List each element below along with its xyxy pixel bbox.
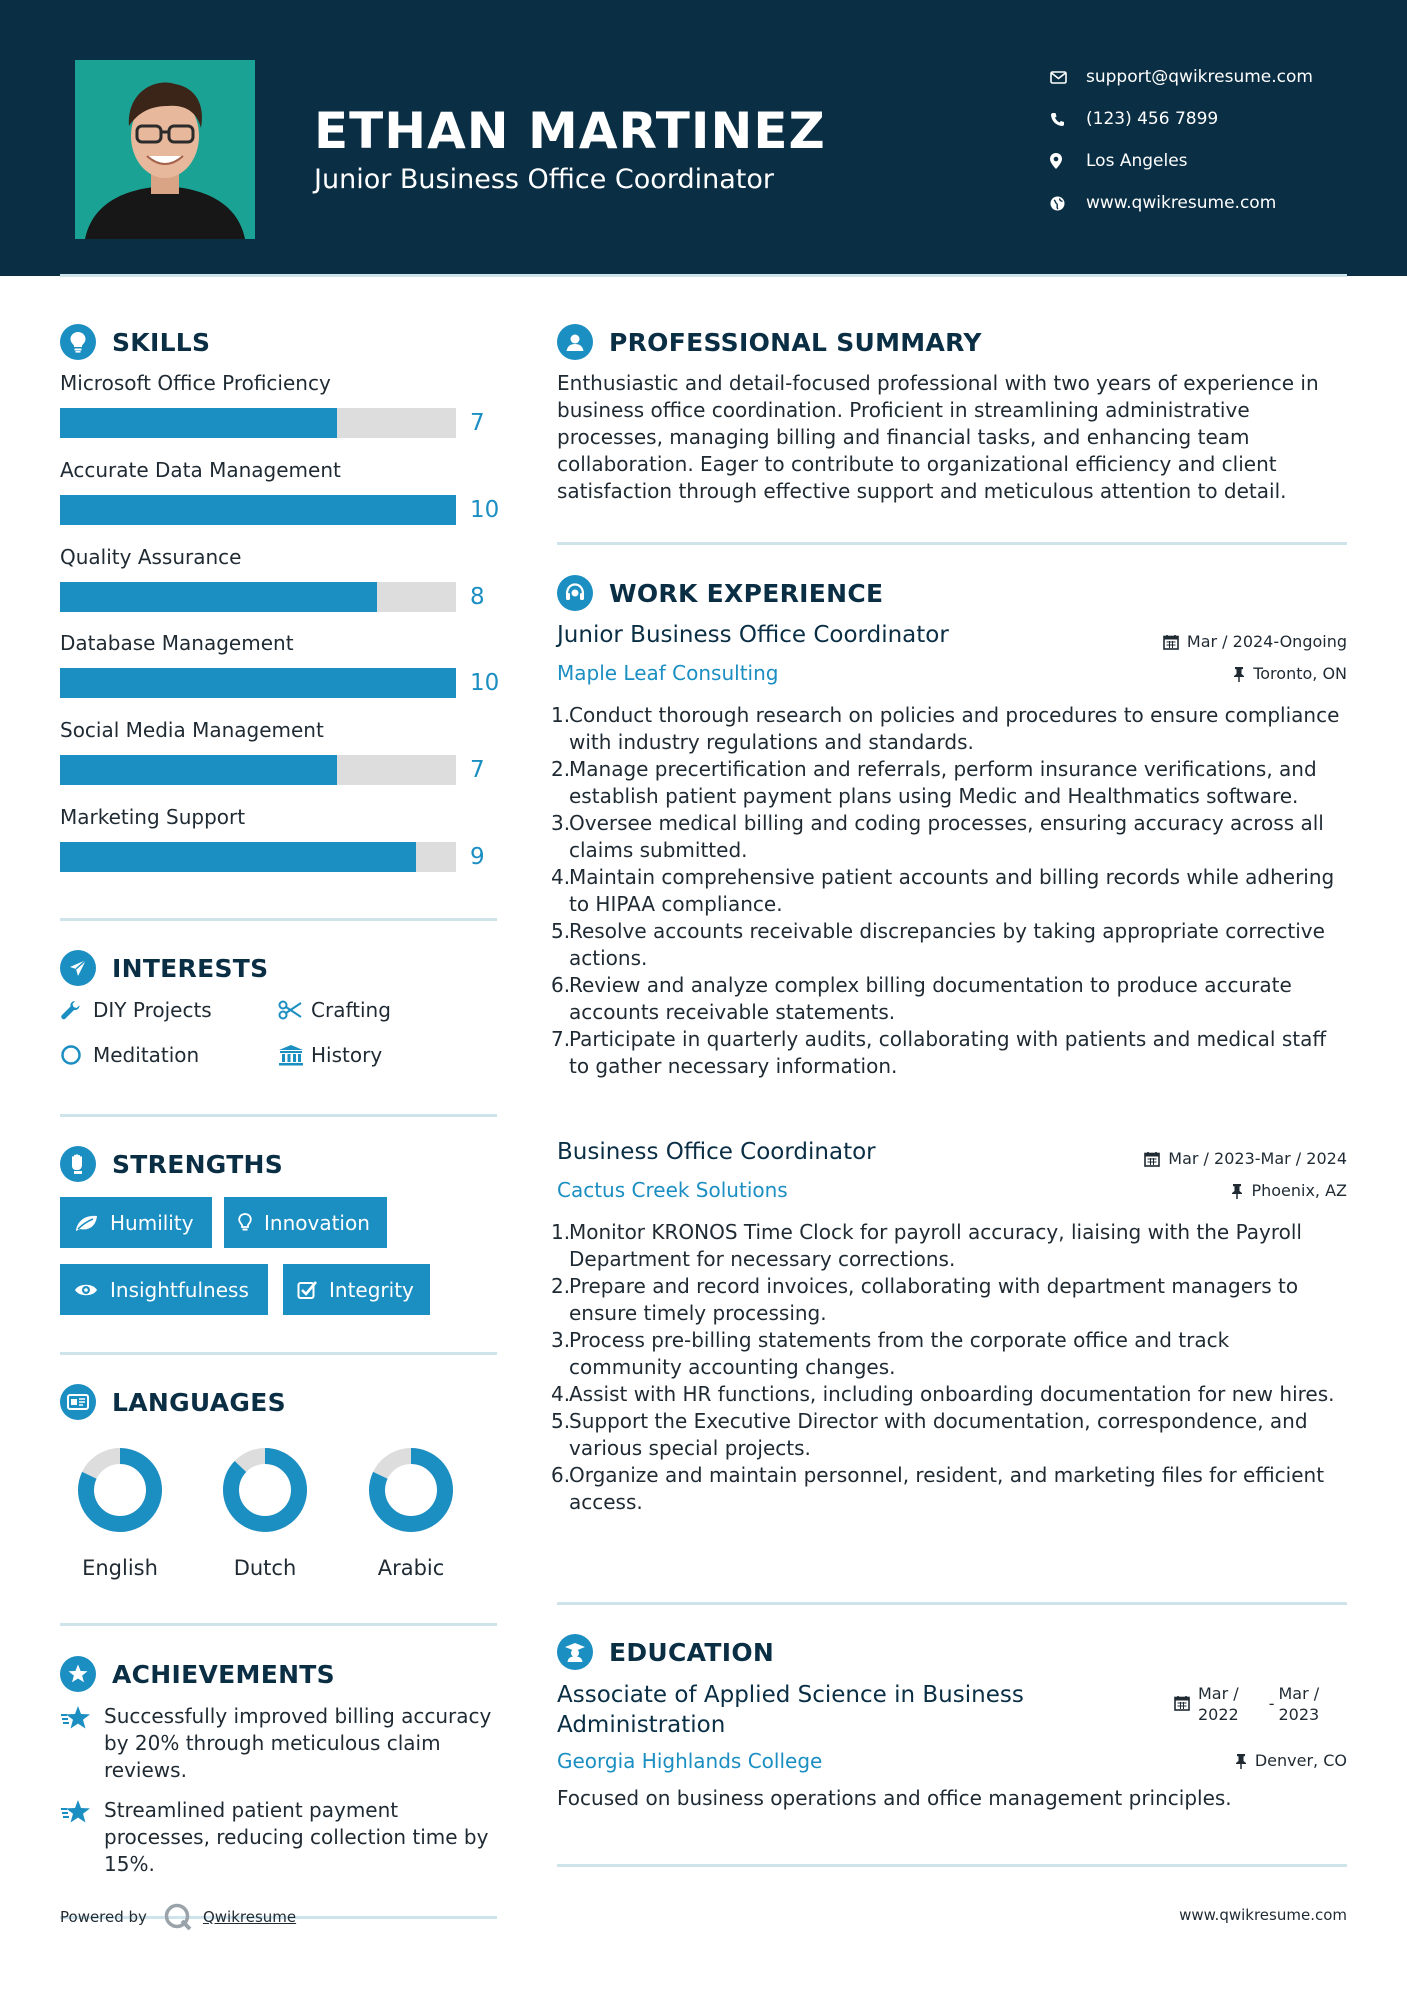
duty-text: Resolve accounts receivable discrepancies by taking appropriate corrective actions. — [569, 919, 1325, 970]
duty-item: 6. Review and analyze complex billing documentation to produce accurate accounts receivable statements. — [557, 972, 1347, 1026]
education-end-year: 2023 — [1278, 1705, 1320, 1724]
job-company: Maple Leaf Consulting — [557, 661, 779, 685]
strength-tag — [283, 1264, 430, 1315]
strength-label: Insightfulness — [110, 1277, 249, 1302]
leaf-icon — [74, 1214, 98, 1232]
powered-by-label: Powered by — [60, 1908, 147, 1926]
contact-email-text: support@qwikresume.com — [1086, 67, 1313, 87]
skill-label: Quality Assurance — [60, 545, 242, 569]
education-dates — [1174, 1683, 1319, 1725]
circle-icon — [60, 1044, 93, 1066]
location-icon — [1050, 153, 1086, 169]
strength-label: Integrity — [329, 1277, 414, 1302]
scissors-icon — [278, 1000, 311, 1020]
summary-text: Enthusiastic and detail-focused professional with two years of experience in business office coordination. Proficient in streamlining administrative processes, managing billing and financial tasks, and enhancing team collaboration. Eager to contribute to organizational efficiency and client satisfaction through effective support and meticulous attention to detail. — [557, 371, 1319, 503]
job-location — [1233, 664, 1347, 683]
section-divider — [557, 1864, 1347, 1867]
section-divider — [60, 918, 497, 921]
star-icon — [60, 1703, 104, 1784]
user-icon — [557, 324, 593, 360]
calendar-icon — [1163, 634, 1179, 650]
school-name: Georgia Highlands College — [557, 1749, 823, 1773]
duty-item: 4. Maintain comprehensive patient accounts and billing records while adhering to HIPAA compliance. — [557, 864, 1347, 918]
skill-label: Accurate Data Management — [60, 458, 341, 482]
star-icon — [60, 1797, 104, 1878]
section-divider — [60, 1352, 497, 1355]
star-badge-icon — [60, 1656, 96, 1692]
duty-item: 7. Participate in quarterly audits, collaborating with patients and medical staff to gather necessary information. — [557, 1026, 1347, 1080]
duty-text: Process pre-billing statements from the corporate office and track community accounting changes. — [569, 1328, 1230, 1379]
interest-item — [60, 998, 212, 1022]
language-ring — [76, 1446, 164, 1534]
museum-icon — [278, 1044, 311, 1066]
strength-tag — [60, 1264, 268, 1315]
skill-rating: 7 — [470, 757, 485, 783]
job-dates — [1163, 632, 1347, 651]
graduate-icon — [557, 1634, 593, 1670]
header-divider — [60, 274, 1347, 277]
skill-label: Microsoft Office Proficiency — [60, 371, 331, 395]
skill-bar-fill — [60, 842, 416, 872]
skill-label: Social Media Management — [60, 718, 324, 742]
language-name: English — [82, 1556, 158, 1580]
section-divider — [557, 542, 1347, 545]
duty-text: Oversee medical billing and coding processes, ensuring accuracy across all claims submitted. — [569, 811, 1324, 862]
skill-bar — [60, 755, 456, 785]
job-dates-text: Mar / 2024-Ongoing — [1186, 632, 1347, 651]
strength-label: Humility — [110, 1210, 194, 1235]
footer-website[interactable]: www.qwikresume.com — [1179, 1906, 1347, 1924]
strength-tag — [60, 1197, 212, 1248]
job-title: Business Office Coordinator — [557, 1139, 876, 1165]
duty-text: Assist with HR functions, including onboarding documentation for new hires. — [569, 1382, 1335, 1406]
footer-powered-by — [60, 1902, 296, 1932]
achievement-item — [60, 1797, 500, 1878]
duty-text: Support the Executive Director with documentation, correspondence, and various special projects. — [569, 1409, 1308, 1460]
skill-label: Marketing Support — [60, 805, 246, 829]
education-end-month: Mar / — [1278, 1684, 1320, 1703]
strength-label: Innovation — [264, 1210, 370, 1235]
skill-bar — [60, 668, 456, 698]
job-duties-list — [551, 702, 1347, 1080]
achievement-text: Successfully improved billing accuracy by 20% through meticulous claim reviews. — [104, 1704, 492, 1782]
language-name: Dutch — [233, 1556, 297, 1580]
education-start — [1198, 1683, 1239, 1725]
contact-list — [1050, 56, 1370, 224]
pushpin-icon — [1231, 1183, 1243, 1199]
duty-item: 2. Manage precertification and referrals, perform insurance verifications, and establish patient payment plans using Medic and Healthmatics software. — [557, 756, 1347, 810]
candidate-role: Junior Business Office Coordinator — [314, 164, 774, 195]
duty-item: 1. Conduct thorough research on policies and procedures to ensure compliance with industry regulations and standards. — [557, 702, 1347, 756]
section-divider — [60, 1114, 497, 1117]
job-company: Cactus Creek Solutions — [557, 1178, 788, 1202]
education-end — [1279, 1683, 1320, 1725]
interest-item — [60, 1043, 199, 1067]
education-date-separator: - — [1268, 1694, 1275, 1713]
eye-icon — [74, 1282, 98, 1298]
contact-website[interactable] — [1050, 182, 1370, 224]
skill-bar — [60, 582, 456, 612]
achievement-text: Streamlined patient payment processes, reducing collection time by 15%. — [104, 1798, 489, 1876]
language-item — [45, 1446, 195, 1580]
email-icon — [1050, 71, 1086, 84]
qwikresume-logo-icon — [163, 1902, 193, 1932]
skill-bar-fill — [60, 582, 377, 612]
summary-heading — [557, 324, 982, 360]
duty-text: Manage precertification and referrals, perform insurance verifications, and establish patient payment plans using Medic and Healthmatics software. — [569, 757, 1317, 808]
powered-by-brand-link[interactable]: Qwikresume — [202, 1908, 297, 1926]
skill-bar — [60, 408, 456, 438]
duty-item: 3. Process pre-billing statements from the corporate office and track community accounting changes. — [557, 1327, 1347, 1381]
language-item — [190, 1446, 340, 1580]
duty-item: 2. Prepare and record invoices, collaborating with department managers to ensure timely processing. — [557, 1273, 1347, 1327]
experience-title: WORK EXPERIENCE — [609, 578, 884, 608]
calendar-icon — [1144, 1151, 1160, 1167]
lightbulb-icon — [238, 1213, 252, 1233]
globe-icon — [1050, 196, 1086, 211]
duty-text: Review and analyze complex billing documentation to produce accurate accounts receivable statements. — [569, 973, 1292, 1024]
education-description: Focused on business operations and office management principles. — [557, 1786, 1232, 1810]
summary-title: PROFESSIONAL SUMMARY — [609, 327, 982, 357]
section-divider — [557, 1602, 1347, 1605]
contact-phone[interactable] — [1050, 98, 1370, 140]
job-duties-list — [551, 1219, 1347, 1516]
profile-photo — [75, 60, 255, 239]
duty-text: Monitor KRONOS Time Clock for payroll accuracy, liaising with the Payroll Department for necessary corrections. — [569, 1220, 1302, 1271]
skill-rating: 9 — [470, 844, 485, 870]
fist-icon — [60, 1146, 96, 1182]
job-location — [1231, 1181, 1347, 1200]
job-dates-text: Mar / 2023-Mar / 2024 — [1168, 1149, 1347, 1168]
skill-bar-fill — [60, 755, 337, 785]
languages-title: LANGUAGES — [112, 1387, 286, 1417]
language-ring — [367, 1446, 455, 1534]
contact-location-text: Los Angeles — [1086, 151, 1188, 171]
skill-rating: 10 — [470, 670, 500, 696]
skill-bar-fill — [60, 408, 337, 438]
checkbox-icon — [297, 1280, 317, 1300]
headset-icon — [557, 575, 593, 611]
interest-label: Crafting — [311, 998, 391, 1022]
contact-phone-text: (123) 456 7899 — [1086, 109, 1219, 129]
strengths-heading — [60, 1146, 283, 1182]
skill-rating: 7 — [470, 410, 485, 436]
duty-item: 6. Organize and maintain personnel, resident, and marketing files for efficient access. — [557, 1462, 1347, 1516]
job-location-text: Toronto, ON — [1253, 664, 1347, 683]
section-divider — [60, 1623, 497, 1626]
skill-label: Database Management — [60, 631, 294, 655]
duty-item: 5. Support the Executive Director with documentation, correspondence, and various special projects. — [557, 1408, 1347, 1462]
duty-text: Maintain comprehensive patient accounts and billing records while adhering to HIPAA compliance. — [569, 865, 1335, 916]
job-location-text: Phoenix, AZ — [1251, 1181, 1347, 1200]
interests-heading — [60, 950, 268, 986]
skill-bar — [60, 842, 456, 872]
experience-heading — [557, 575, 883, 611]
interests-title: INTERESTS — [112, 953, 269, 983]
interest-label: History — [311, 1043, 383, 1067]
pushpin-icon — [1233, 666, 1245, 682]
interest-label: Meditation — [93, 1043, 200, 1067]
education-title: EDUCATION — [609, 1637, 775, 1667]
education-start-month: Mar / — [1198, 1684, 1239, 1703]
degree-title: Associate of Applied Science in Business Administration — [557, 1682, 1024, 1738]
duty-text: Prepare and record invoices, collaborating with department managers to ensure timely processing. — [569, 1274, 1299, 1325]
duty-item: 5. Resolve accounts receivable discrepancies by taking appropriate corrective actions. — [557, 918, 1347, 972]
strength-tag — [224, 1197, 387, 1248]
interest-item — [278, 1043, 382, 1067]
achievements-title: ACHIEVEMENTS — [112, 1659, 335, 1689]
language-name: Arabic — [377, 1556, 445, 1580]
contact-email[interactable] — [1050, 56, 1370, 98]
contact-website-text: www.qwikresume.com — [1086, 193, 1277, 213]
resume-header — [0, 0, 1407, 276]
education-heading — [557, 1634, 774, 1670]
skill-rating: 10 — [470, 497, 500, 523]
skill-bar — [60, 495, 456, 525]
contact-location — [1050, 140, 1370, 182]
job-title: Junior Business Office Coordinator — [557, 622, 949, 648]
achievement-item — [60, 1703, 500, 1784]
interest-item — [278, 998, 391, 1022]
interest-label: DIY Projects — [93, 998, 212, 1022]
paper-plane-icon — [60, 950, 96, 986]
duty-item: 3. Oversee medical billing and coding processes, ensuring accuracy across all claims submitted. — [557, 810, 1347, 864]
skill-bar-fill — [60, 495, 456, 525]
duty-text: Conduct thorough research on policies and procedures to ensure compliance with industry regulations and standards. — [569, 703, 1340, 754]
language-item — [336, 1446, 486, 1580]
pushpin-icon — [1235, 1753, 1247, 1769]
education-location — [1235, 1751, 1347, 1770]
duty-item: 1. Monitor KRONOS Time Clock for payroll accuracy, liaising with the Payroll Department for necessary corrections. — [557, 1219, 1347, 1273]
strengths-title: STRENGTHS — [112, 1149, 284, 1179]
languages-heading — [60, 1384, 286, 1420]
language-ring — [221, 1446, 309, 1534]
lightbulb-icon — [60, 324, 96, 360]
phone-icon — [1050, 112, 1086, 127]
wrench-icon — [60, 999, 93, 1021]
candidate-name: ETHAN MARTINEZ — [314, 102, 826, 160]
duty-text: Organize and maintain personnel, resident, and marketing files for efficient access. — [569, 1463, 1325, 1514]
education-location-text: Denver, CO — [1254, 1751, 1347, 1770]
duty-item: 4. Assist with HR functions, including onboarding documentation for new hires. — [551, 1382, 1335, 1406]
job-dates — [1144, 1149, 1347, 1168]
skill-rating: 8 — [470, 584, 485, 610]
skills-title: SKILLS — [112, 327, 211, 357]
duty-text: Participate in quarterly audits, collaborating with patients and medical staff to gather necessary information. — [569, 1027, 1327, 1078]
education-start-year: 2022 — [1198, 1705, 1239, 1724]
skill-bar-fill — [60, 668, 456, 698]
skills-heading — [60, 324, 210, 360]
calendar-icon — [1174, 1683, 1190, 1725]
achievements-heading — [60, 1656, 335, 1692]
language-card-icon — [60, 1384, 96, 1420]
